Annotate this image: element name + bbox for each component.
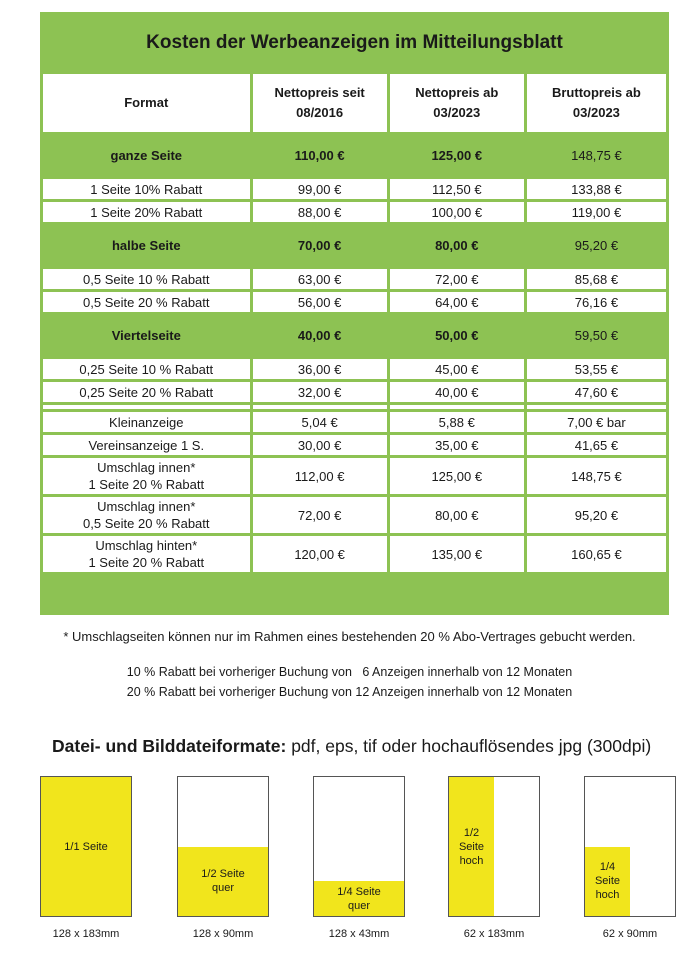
layout-fill: 1/2 Seite quer — [178, 847, 268, 917]
cell-netto-2016: 110,00 € — [253, 135, 387, 176]
table-title: Kosten der Werbeanzeigen im Mitteilungsblatt — [146, 32, 563, 53]
cell-netto-2016: 5,04 € — [253, 412, 387, 432]
cell-netto-2023: 80,00 € — [390, 225, 524, 266]
table-row — [43, 435, 666, 455]
category-row — [43, 315, 666, 356]
cell-netto-2016: 32,00 € — [253, 382, 387, 402]
cell-format: halbe Seite — [43, 225, 250, 266]
cell-format: 0,5 Seite 10 % Rabatt — [43, 269, 250, 289]
layout-quarter-landscape — [313, 776, 405, 917]
cell-brutto-2023: 95,20 € — [527, 225, 666, 266]
cell-netto-2023: 135,00 € — [390, 536, 524, 572]
cell-brutto-2023: 7,00 € bar — [527, 412, 666, 432]
cell-format: 1 Seite 20% Rabatt — [43, 202, 250, 222]
table-row — [43, 292, 666, 312]
cell-netto-2016: 63,00 € — [253, 269, 387, 289]
table-row — [43, 202, 666, 222]
cell-netto-2016: 40,00 € — [253, 315, 387, 356]
cell-netto-2023: 40,00 € — [390, 382, 524, 402]
layout-half-landscape — [177, 776, 269, 917]
table-header-row — [43, 74, 666, 132]
cell-brutto-2023 — [527, 405, 666, 409]
cell-format: 0,25 Seite 20 % Rabatt — [43, 382, 250, 402]
price-table-panel — [40, 12, 669, 615]
header-netto-2016: Nettopreis seit 08/2016 — [253, 74, 387, 132]
category-row — [43, 135, 666, 176]
cell-netto-2016: 112,00 € — [253, 458, 387, 494]
cell-format: Viertelseite — [43, 315, 250, 356]
cell-brutto-2023: 160,65 € — [527, 536, 666, 572]
cell-brutto-2023: 95,20 € — [527, 497, 666, 533]
header-format: Format — [43, 74, 250, 132]
table-row — [43, 269, 666, 289]
size-quarter-landscape: 128 x 43mm — [328, 928, 390, 940]
size-half-portrait: 62 x 183mm — [463, 928, 525, 940]
rabatt-line-10: 10 % Rabatt bei vorheriger Buchung von 6 Anzeigen innerhalb von 12 Monaten — [126, 665, 573, 679]
layout-fill: 1/2 Seite hoch — [449, 777, 494, 916]
cell-netto-2016: 30,00 € — [253, 435, 387, 455]
cell-netto-2016: 88,00 € — [253, 202, 387, 222]
table-row — [43, 412, 666, 432]
size-half-landscape: 128 x 90mm — [192, 928, 254, 940]
cell-brutto-2023: 119,00 € — [527, 202, 666, 222]
layout-half-portrait — [448, 776, 540, 917]
rabatt-line-20: 20 % Rabatt bei vorheriger Buchung von 12 Anzeigen innerhalb von 12 Monaten — [126, 685, 573, 699]
file-formats — [52, 736, 651, 757]
cell-format: Umschlag innen* 0,5 Seite 20 % Rabatt — [43, 497, 250, 533]
file-formats-value: pdf, eps, tif oder hochauflösendes jpg (300dpi) — [286, 736, 652, 756]
cell-netto-2023: 5,88 € — [390, 412, 524, 432]
layout-fill: 1/4 Seite quer — [314, 881, 404, 916]
cell-netto-2016: 72,00 € — [253, 497, 387, 533]
size-full-page: 128 x 183mm — [52, 928, 120, 940]
cell-netto-2023: 72,00 € — [390, 269, 524, 289]
table-body — [43, 135, 666, 572]
cell-brutto-2023: 41,65 € — [527, 435, 666, 455]
cell-format: Kleinanzeige — [43, 412, 250, 432]
table-row — [43, 382, 666, 402]
cell-format: ganze Seite — [43, 135, 250, 176]
cell-brutto-2023: 133,88 € — [527, 179, 666, 199]
table-row — [43, 536, 666, 572]
layout-fill: 1/1 Seite — [41, 777, 131, 916]
cell-format: Umschlag innen* 1 Seite 20 % Rabatt — [43, 458, 250, 494]
cell-netto-2016: 70,00 € — [253, 225, 387, 266]
cell-brutto-2023: 148,75 € — [527, 458, 666, 494]
size-quarter-portrait: 62 x 90mm — [602, 928, 658, 940]
category-row — [43, 225, 666, 266]
cell-brutto-2023: 85,68 € — [527, 269, 666, 289]
cell-netto-2023: 50,00 € — [390, 315, 524, 356]
cell-format: 0,25 Seite 10 % Rabatt — [43, 359, 250, 379]
file-formats-label: Datei- und Bilddateiformate: — [52, 736, 287, 756]
spacer-row — [43, 405, 666, 409]
layout-fill: 1/4 Seite hoch — [585, 847, 630, 917]
cell-netto-2023: 125,00 € — [390, 458, 524, 494]
cell-netto-2023: 35,00 € — [390, 435, 524, 455]
cell-netto-2016: 36,00 € — [253, 359, 387, 379]
cell-brutto-2023: 59,50 € — [527, 315, 666, 356]
header-brutto-2023: Bruttopreis ab 03/2023 — [527, 74, 666, 132]
cell-netto-2023: 112,50 € — [390, 179, 524, 199]
table-row — [43, 359, 666, 379]
header-netto-2023: Nettopreis ab 03/2023 — [390, 74, 524, 132]
cell-netto-2023 — [390, 405, 524, 409]
cell-netto-2023: 64,00 € — [390, 292, 524, 312]
footnote: * Umschlagseiten können nur im Rahmen eines bestehenden 20 % Abo-Vertrages gebucht werden. — [63, 629, 636, 644]
cell-format: 0,5 Seite 20 % Rabatt — [43, 292, 250, 312]
price-table — [40, 71, 669, 575]
cell-netto-2016: 99,00 € — [253, 179, 387, 199]
layout-quarter-portrait — [584, 776, 676, 917]
cell-format: 1 Seite 10% Rabatt — [43, 179, 250, 199]
cell-format — [43, 405, 250, 409]
cell-netto-2016: 56,00 € — [253, 292, 387, 312]
cell-format: Vereinsanzeige 1 S. — [43, 435, 250, 455]
cell-netto-2023: 80,00 € — [390, 497, 524, 533]
layout-full-page — [40, 776, 132, 917]
table-row — [43, 179, 666, 199]
cell-netto-2016 — [253, 405, 387, 409]
cell-brutto-2023: 53,55 € — [527, 359, 666, 379]
cell-netto-2023: 100,00 € — [390, 202, 524, 222]
cell-brutto-2023: 76,16 € — [527, 292, 666, 312]
cell-netto-2023: 45,00 € — [390, 359, 524, 379]
cell-brutto-2023: 47,60 € — [527, 382, 666, 402]
cell-format: Umschlag hinten* 1 Seite 20 % Rabatt — [43, 536, 250, 572]
table-row — [43, 497, 666, 533]
cell-brutto-2023: 148,75 € — [527, 135, 666, 176]
table-row — [43, 458, 666, 494]
cell-netto-2016: 120,00 € — [253, 536, 387, 572]
cell-netto-2023: 125,00 € — [390, 135, 524, 176]
